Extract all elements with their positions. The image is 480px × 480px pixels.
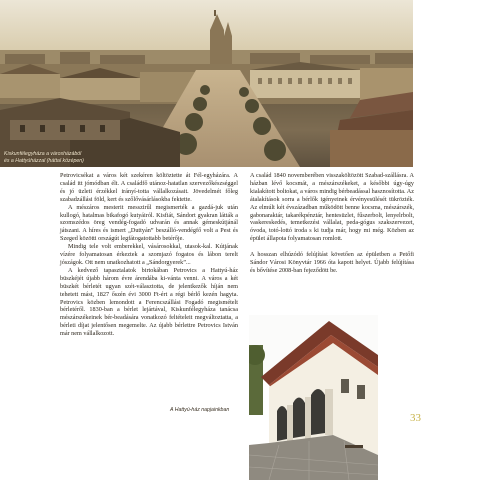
panorama-illustration (0, 0, 413, 167)
paragraph: A család 1840 novemberében visszaköltözött Szabad-szállásra. A házban lévő kocsmát, a mészárszékeket, a későbbi úgy-úgy kialakított boltokat, a város mindig bérbeadással hasznosította. Az átalakítások sorra a bérlők igényeinek érvényesülését tükrözték. Az elmúlt két évszázadban működött benne kocsma, mészárszék, gabonaraktár, takarékpénztár, hentesüzlet, fűszerbolt, lenyelrbolt, vaskereskedés, temetkezési vállalat, peda-gógus szakszervezet, óvoda, totó-lottó iroda s ki tudja már, hogy mi még. Közben az épület állapota folyamatosan romlott. (250, 172, 414, 243)
photo-caption (4, 151, 84, 164)
hattyu-haz-photo (249, 315, 378, 480)
paragraph: A kedvező tapasztalatok birtokában Petrovics a Hattyú-ház büszkéjét újabb három évre árendába ki-vánta venni. A város a két büszkét bérletét ugyan szét-választotta, de jelentkezők híján nem tehetett mást, 1827 őszén évi 3000 Ft-ért a régi bérlő kezén hagyta. Petrovics közben lemondott a Ferencszállási Fogadó megismételt bérletéről. 1830-ban a bérlet lejártával, Kiskunfélegyháza tanácsa mészárszékeinek bér-beadására vonatkozó feltételeit megváltoztatta, a bérleti díjat jelentősen megemelte. Az újabb bérlettre Petrovics István már nem vállalkozott. (60, 266, 238, 338)
paragraph: Mindig tele volt emberekkel, vásárosokkal, utasok-kal. Kútjának vízére folyamatosan érkeztek a szomjazó fogatos és lábon terelt jószágok. Ott nem unatkozhatott a „Sándorgyerek”... (60, 243, 238, 266)
photo-caption-line-1: Kiskunfélegyháza a városházából (4, 151, 82, 158)
paragraph: Petrovicsékat a város két szekéren költöztette át Fél-egyházára. A család itt jómódban élt. A családfő utánoz-hatatlan szervezőkészséggel és jó üzleti érzékkel irányí-totta vállalkozásait. Jövedelmét főleg szabadzállási föld, kert és szőlővásárlásokba fektette. (60, 172, 238, 203)
paragraph: A mészáros mesterit messzirűl megismerték a gazdá-juk után kullogó, hatalmas bikafogó kutyáiról. Kisfiát, Sándort gyakran látták a szomszédos öreg vendég-fogadó udvarán és annak gémeskútjánál játszani. A híres és ismert „Duttyán” beszálló-vendégfő volt a Pest és Szeged közötti országút legfátogatottabb betérője. (60, 203, 238, 243)
building-illustration (249, 315, 378, 480)
page-number: 33 (410, 412, 421, 424)
right-text-column (250, 172, 414, 275)
town-panorama-photo (0, 0, 413, 167)
paragraph: A hosszan elhúzódó felújítást követően az épületben a Petőfi Sándor Városi Könyvtár 1966 óta kapott helyet. Újabb felújítása és bővítése 2008-ban fejeződött be. (250, 251, 414, 274)
left-text-column (60, 172, 238, 338)
building-photo-caption: A Hattyú-ház napjainkban (170, 407, 230, 413)
photo-caption-line-2: és a Hattyúházzal (háttal középen) (4, 157, 84, 164)
